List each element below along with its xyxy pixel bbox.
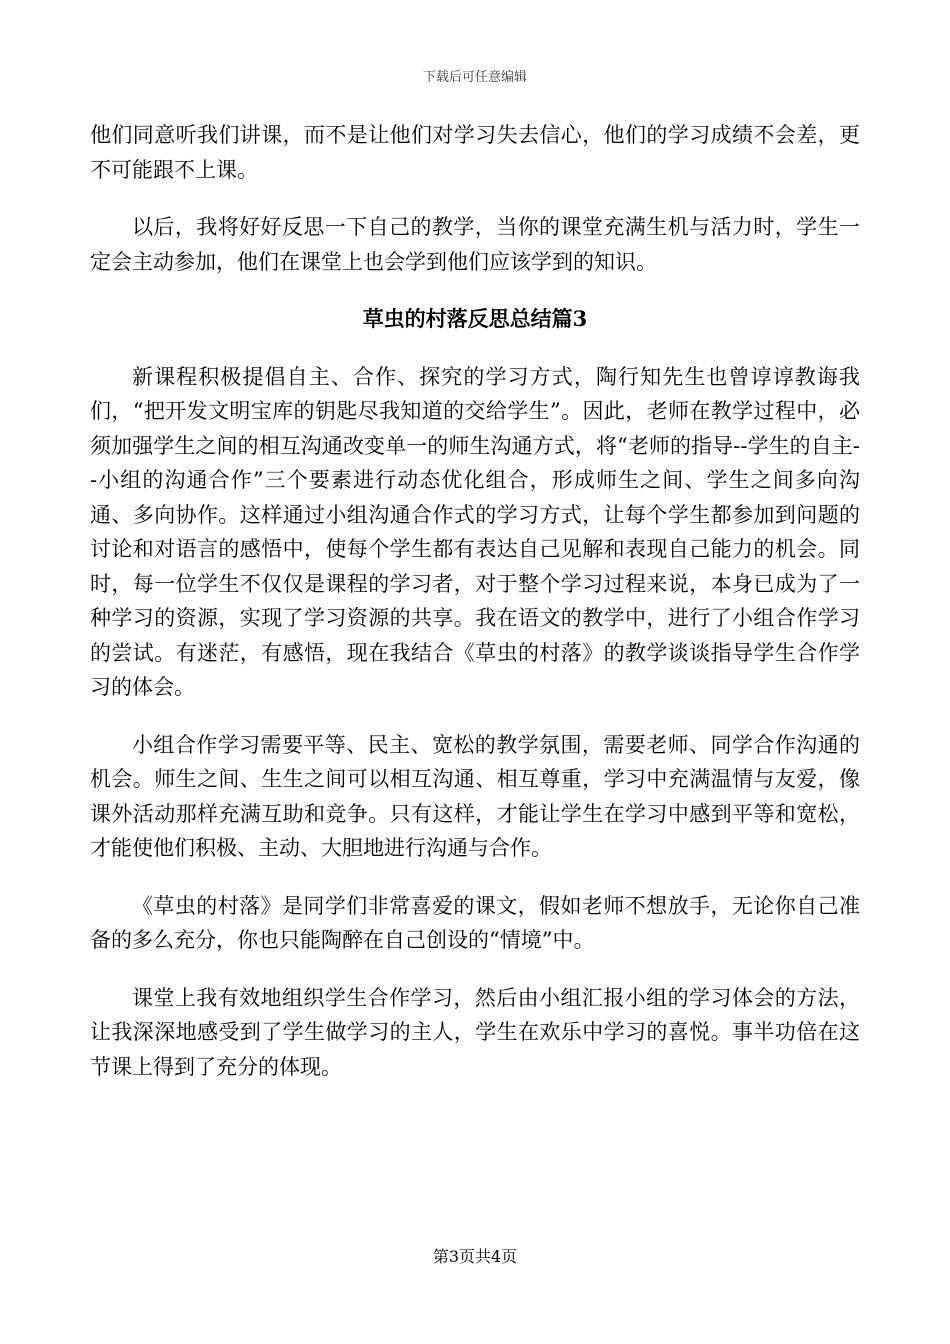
document-body xyxy=(90,118,860,1084)
paragraph-continued: 他们同意听我们讲课，而不是让他们对学习失去信心，他们的学习成绩不会差，更不可能跟不上课。 xyxy=(90,123,860,182)
page-footer: 第3页共4页 xyxy=(432,1247,518,1266)
paragraph-classroom: 课堂上我有效地组织学生合作学习，然后由小组汇报小组的学习体会的方法，让我深深地感受到了学生做学习的主人，学生在欢乐中学习的喜悦。事半功倍在这节课上得到了充分的体现。 xyxy=(90,985,860,1079)
paragraph-new-curriculum: 新课程积极提倡自主、合作、探究的学习方式，陶行知先生也曾谆谆教诲我们，“把开发文明宝库的钥匙尽我知道的交给学生”。因此，老师在教学过程中，必须加强学生之间的相互沟通改变单一的师生沟通方式，将“老师的指导--学生的自主--小组的沟通合作”三个要素进行动态优化组合，形成师生之间、学生之间多向沟通、多向协作。这样通过小组沟通合作式的学习方式，让每个学生都参加到问题的讨论和对语言的感悟中，使每个学生都有表达自己见解和表现自己能力的机会。同时，每一位学生不仅仅是课程的学习者，对于整个学习过程来说，本身已成为了一种学习的资源，实现了学习资源的共享。我在语文的教学中，进行了小组合作学习的尝试。有迷茫，有感悟，现在我结合《草虫的村落》的教学谈谈指导学生合作学习的体会。 xyxy=(90,364,860,699)
paragraph-reflection: 以后，我将好好反思一下自己的教学，当你的课堂充满生机与活力时，学生一定会主动参加，他们在课堂上也会学到他们应该学到的知识。 xyxy=(90,215,860,274)
page-header: 下载后可任意编辑 xyxy=(422,70,527,85)
paragraph-group-learning: 小组合作学习需要平等、民主、宽松的教学氛围，需要老师、同学合作沟通的机会。师生之间、生生之间可以相互沟通、相互尊重，学习中充满温情与友爱，像课外活动那样充满互助和竞争。只有这样，才能让学生在学习中感到平等和宽松，才能使他们积极、主动、大胆地进行沟通与合作。 xyxy=(90,732,860,860)
paragraph-lesson-text: 《草虫的村落》是同学们非常喜爱的课文，假如老师不想放手，无论你自己准备的多么充分，你也只能陶醉在自己创设的“情境”中。 xyxy=(90,893,860,952)
section-heading: 草虫的村落反思总结篇3 xyxy=(362,306,588,331)
